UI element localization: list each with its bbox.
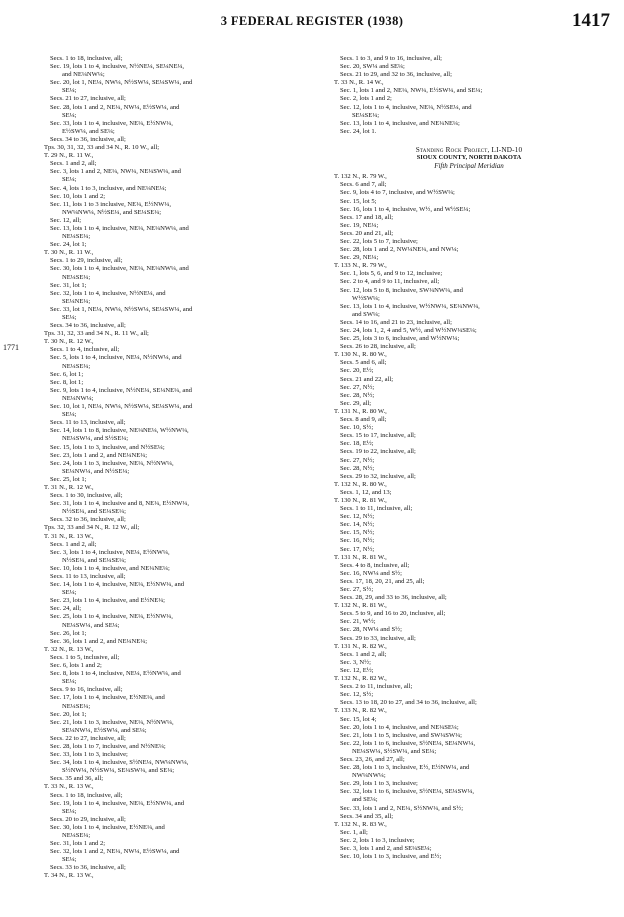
page-header (0, 10, 624, 38)
running-title: 3 FEDERAL REGISTER (1938) (220, 14, 404, 28)
description-line: Sec. 24, lots 1 to 3, inclusive, NE¼, N½NW¼, (50, 459, 174, 467)
description-line: Sec. 12, all; (50, 216, 82, 224)
description-line: Sec. 19, lots 1 to 4, inclusive, N½NE¼, SE¼NE¼, (50, 63, 185, 71)
description-line: Secs. 35 and 36, all; (50, 775, 104, 783)
description-line: NE¼SE¼; (62, 832, 91, 839)
description-line: Sec. 2, lots 1 and 2; (340, 95, 392, 103)
description-line: and SW¼; (352, 310, 380, 318)
description-line: SE¼NE¼; (62, 297, 91, 305)
description-line: Sec. 8, lot 1; (50, 378, 84, 386)
township-heading: T. 33 N., R. 14 W., (334, 79, 384, 87)
description-line: Sec. 27, N½; (340, 456, 375, 464)
description-line: Sec. 16, lots 1 to 4, inclusive, W½, and W½SE¼; (340, 205, 471, 213)
description-line: Secs. 34 to 36, inclusive, all; (50, 135, 126, 143)
township-heading: T. 131 N., R. 81 W., (334, 553, 387, 561)
description-line: Sec. 20, E½; (340, 367, 374, 375)
description-line: Sec. 24, lots 1, 2, 4 and 5, W½, and W½NW¼SE¼; (340, 327, 477, 334)
description-line: Secs. 1 to 3, and 9 to 16, inclusive, all; (340, 55, 443, 62)
description-line: Sec. 10, lots 1 to 4, inclusive, and NE¼NE¼; (50, 564, 170, 572)
township-heading: T. 31 N., R. 13 W., (44, 532, 94, 540)
description-line: Secs. 1 and 2, all; (50, 540, 97, 548)
description-line: SE¼; (62, 856, 77, 864)
description-line: Secs. 11 to 13, inclusive, all; (50, 419, 126, 427)
description-line: Secs. 1 to 4, inclusive, all; (50, 346, 120, 354)
description-line: Sec. 1, all; (340, 828, 368, 836)
township-heading: T. 132 N., R. 83 W., (334, 820, 387, 828)
township-heading: T. 133 N., R. 79 W., (334, 262, 387, 270)
description-line: Sec. 21, lots 1 to 5, inclusive, and SW¼SW¼; (340, 731, 462, 739)
description-line: Sec. 28, N½; (340, 464, 375, 472)
description-line: SE¼; (62, 176, 77, 184)
description-line: Sec. 13, lots 1 to 4, inclusive, NE¼, NE¼NW¼, and (50, 224, 189, 232)
description-line: Sec. 20, lot 1, NE¼, NW¼, N½SW¼, SE¼SW¼, and (50, 79, 193, 87)
description-line: NE¼SE¼; (62, 273, 91, 281)
description-line: SE¼NW¼, E½SW¼, and SE¼; (62, 726, 147, 734)
description-line: NW¼NW¼; (352, 772, 386, 780)
description-line: Sec. 11, lots 1 to 3 inclusive, NE¼, E½NW¼, (50, 200, 171, 208)
description-line: Sec. 33, lots 1 and 2, NE¼, S½NW¼, and S½; (340, 804, 464, 812)
description-line: NE¼SW¼, and SE¼; (62, 621, 120, 629)
township-heading: T. 132 N., R. 79 W., (334, 173, 387, 181)
description-line: Sec. 10, lots 1 to 3, inclusive, and E½; (340, 853, 442, 861)
description-line: E½SW¼, and SE¼; (62, 127, 115, 135)
description-line: Sec. 19, NE¼; (340, 221, 379, 229)
description-line: Secs. 17 and 18, all; (340, 213, 394, 221)
description-line: Sec. 34, lots 1 to 4, inclusive, S½NE¼, NW¼NW¼, (50, 759, 189, 767)
description-line: Secs. 1 to 5, inclusive, all; (50, 653, 120, 661)
description-line: Sec. 9, lots 4 to 7, inclusive, and W½SW¼; (340, 189, 455, 197)
description-line: Sec. 12, S½; (340, 691, 374, 699)
township-heading: T. 131 N., R. 82 W., (334, 642, 387, 650)
county-heading: SIOUX COUNTY, NORTH DAKOTA (416, 154, 522, 162)
description-line: Sec. 24, lot 1; (50, 241, 87, 249)
description-line: Secs. 17, 18, 20, 21, and 25, all; (340, 577, 425, 585)
description-line: Sec. 26, lot 1; (50, 629, 87, 637)
description-line: Sec. 30, lots 1 to 4, inclusive, NE¼, NE¼NW¼, and (50, 265, 189, 273)
township-heading: Tps. 30, 31, 32, 33 and 34 N., R. 10 W., all; (44, 144, 160, 152)
description-line: Secs. 1 to 18, inclusive, all; (50, 791, 123, 799)
description-line: Secs. 4 to 8, inclusive, all; (340, 561, 410, 569)
description-line: Sec. 25, lot 1; (50, 475, 87, 483)
description-line: Secs. 5 and 6, all; (340, 359, 387, 367)
township-heading: T. 30 N., R. 11 W., (44, 249, 94, 257)
description-line: SE¼; (62, 111, 77, 119)
township-heading: T. 34 N., R. 13 W., (44, 872, 94, 880)
description-line: S½NW¼, N½SW¼, SE¼SW¼, and SE¼; (62, 767, 175, 775)
description-line: Sec. 3, lots 1 and 2, NE¼, NW¼, NE¼SW¼, and (50, 168, 181, 176)
description-line: Sec. 29, lots 1 to 3, inclusive; (340, 780, 418, 788)
description-line: Sec. 23, lots 1 to 4, inclusive, and E½NE¼; (50, 597, 166, 605)
township-heading: T. 29 N., R. 11 W., (44, 152, 94, 160)
description-line: N½SE¼, and SE¼SE¼; (62, 556, 126, 564)
description-line: Sec. 32, lots 1 to 6, inclusive, S½NE¼, SE¼SW¼, (340, 788, 475, 796)
description-line: SE¼; (62, 411, 77, 419)
description-line: Sec. 12, lots 5 to 8, inclusive, SW¼NW¼, and (340, 286, 463, 294)
description-line: Sec. 2 to 4, and 9 to 11, inclusive, all; (340, 278, 440, 286)
description-line: Sec. 36, lots 1 and 2, and NE¼NE¼; (50, 637, 148, 645)
description-line: Secs. 11 to 13, inclusive, all; (50, 573, 126, 580)
description-line: Sec. 29, NE¼; (340, 254, 379, 262)
description-line: Sec. 29, all; (340, 399, 372, 407)
description-line: Sec. 10, lot 1, NE¼, NW¼, N½SW¼, SE¼SW¼, and (50, 403, 193, 411)
description-line: Sec. 27, S½; (340, 586, 374, 593)
description-line: SE¼; (62, 314, 77, 321)
meridian-heading: Fifth Principal Meridian (434, 162, 504, 171)
description-line: Secs. 2 to 11, inclusive, all; (340, 683, 413, 691)
right-column-listing (334, 173, 604, 861)
left-column (44, 55, 310, 881)
township-heading: Tps. 31, 32, 33 and 34 N., R. 11 W., all; (44, 330, 149, 338)
description-line: Secs. 1 to 11, inclusive, all; (340, 505, 413, 513)
description-line: Secs. 1 to 30, inclusive, all; (50, 492, 123, 500)
description-line: Sec. 27, N½; (340, 383, 375, 391)
description-line: Sec. 5, lots 1 to 4, inclusive, NE¼, N½NW¼, and (50, 354, 182, 362)
description-line: Sec. 28, lots 1 and 2, NW¼NE¼, and NW¼; (340, 246, 459, 254)
description-line: NE¼NW¼; (62, 394, 94, 402)
description-line: Sec. 22, lots 5 to 7, inclusive; (340, 237, 418, 245)
description-line: Secs. 26 to 28, inclusive, all; (340, 343, 416, 351)
description-line: Sec. 16, NW¼ and S½; (340, 569, 402, 577)
margin-note: 1771 (3, 343, 19, 352)
description-line: Sec. 3, lots 1 to 4, inclusive, NE¼, E½NW¼, (50, 548, 170, 556)
description-line: N½SE¼, and SE¼SE¼; (62, 508, 126, 516)
page-number: 1417 (572, 10, 610, 31)
description-line: Sec. 20, lot 1; (50, 710, 87, 718)
description-line: Sec. 15, N½; (340, 529, 375, 537)
description-line: and NE¼NW¼; (62, 71, 105, 79)
description-line: Sec. 33, lots 1 to 3, inclusive; (50, 751, 128, 759)
description-line: Secs. 8 and 9, all; (340, 416, 387, 424)
description-line: Sec. 24, all; (50, 605, 82, 613)
description-line: Sec. 32, lots 1 to 4, inclusive, N½NE¼, and (50, 289, 166, 297)
description-line: Secs. 20 to 29, inclusive, all; (50, 815, 126, 823)
township-heading: Tps. 32, 33 and 34 N., R. 12 W., all; (44, 524, 140, 532)
description-line: and SE¼; (352, 796, 378, 804)
description-line: Sec. 16, N½; (340, 537, 375, 545)
description-line: SE¼; (62, 589, 77, 597)
description-line: Sec. 25, lots 3 to 6, inclusive, and W½NW¼; (340, 335, 460, 343)
township-heading: T. 133 N., R. 82 W., (334, 707, 387, 715)
description-line: Sec. 28, lots 1 and 2, NE¼, NW¼, E½SW¼, and (50, 103, 180, 111)
description-line: Secs. 22 to 27, inclusive, all; (50, 734, 126, 742)
description-line: Secs. 1 and 2, all; (50, 160, 97, 168)
description-line: Secs. 9 to 16, inclusive, all; (50, 686, 123, 694)
description-line: Sec. 3, lots 1 and 2, and SE¼SE¼; (340, 845, 432, 852)
description-line: Sec. 12, E½; (340, 666, 374, 674)
description-line: Sec. 6, lot 1; (50, 370, 84, 378)
description-line: Secs. 14 to 16, and 21 to 23, inclusive, all; (340, 318, 452, 326)
description-line: Sec. 21, lots 1 to 3, inclusive, NE¼, N½NW¼, (50, 718, 174, 726)
township-heading: T. 31 N., R. 12 W., (44, 483, 94, 491)
township-heading: T. 132 N., R. 82 W., (334, 675, 387, 683)
description-line: Sec. 9, lots 1 to 4, inclusive, N½NE¼, SE¼NE¼, and (50, 386, 192, 394)
description-line: Secs. 21 to 29, and 32 to 36, inclusive, all; (340, 71, 452, 79)
description-line: Secs. 1 to 29, inclusive, all; (50, 257, 123, 265)
description-line: Secs. 1 and 2, all; (340, 650, 387, 658)
description-line: Sec. 18, E½; (340, 440, 374, 448)
description-line: Secs. 13 to 18, 20 to 27, and 34 to 36, inclusive, all; (340, 699, 477, 707)
description-line: Sec. 3, N½; (340, 658, 371, 666)
description-line: Sec. 25, lots 1 to 4, inclusive, NE¼, E½NW¼, (50, 613, 173, 621)
description-line: Sec. 15, lot 4; (340, 715, 377, 723)
description-line: Secs. 34 and 35, all; (340, 812, 394, 820)
description-line: Sec. 15, lots 1 to 3, inclusive, and N½SE¼; (50, 443, 165, 451)
description-line: Secs. 20 and 21, all; (340, 229, 394, 237)
description-line: NE¼SE¼; (62, 362, 91, 370)
township-heading: T. 30 N., R. 12 W., (44, 338, 94, 346)
description-line: Sec. 32, lots 1 and 2, NE¼, NW¼, E½SW¼, and (50, 848, 180, 856)
description-line: NE¼SW¼, S½SW¼, and SE¼; (352, 747, 437, 755)
township-heading: T. 130 N., R. 81 W., (334, 496, 387, 504)
description-line: Sec. 17, N½; (340, 545, 375, 553)
description-line: Secs. 1, 12, and 13; (340, 488, 392, 496)
description-line: Sec. 14, N½; (340, 521, 375, 529)
description-line: SE¼; (62, 87, 77, 95)
project-heading: Standing Rock Project, LI-ND-10 (415, 145, 523, 154)
description-line: W½SW¼; (352, 294, 380, 302)
description-line: Secs. 29 to 33, inclusive, all; (340, 634, 416, 642)
description-line: Secs. 19 to 22, inclusive, all; (340, 448, 416, 456)
description-line: Sec. 1, lots 5, 6, and 9 to 12, inclusive; (340, 270, 443, 278)
description-line: Secs. 15 to 17, inclusive, all; (340, 432, 416, 440)
description-line: Sec. 12, N½; (340, 513, 375, 521)
description-line: Secs. 21 to 27, inclusive, all; (50, 95, 126, 103)
description-line: Sec. 15, lot 5; (340, 197, 377, 205)
description-line: Secs. 1 to 18, inclusive, all; (50, 55, 123, 62)
description-line: Sec. 10, lots 1 and 2; (50, 192, 106, 200)
description-line: Sec. 20, lots 1 to 4, inclusive, and NE¼SE¼; (340, 723, 459, 731)
description-line: SE¼SE¼; (352, 111, 380, 119)
description-line: SE¼; (62, 807, 77, 815)
description-line: Sec. 12, lots 1 to 4, inclusive, NE¼, N½SE¼, and (340, 103, 472, 111)
description-line: SE¼NW¼, and N½SE¼; (62, 467, 130, 475)
description-line: Secs. 23, 26, and 27, all; (340, 755, 405, 763)
description-line: Sec. 28, lots 1 to 3, inclusive, E½, E½NW¼, and (340, 764, 470, 772)
description-line: Secs. 5 to 9, and 16 to 20, inclusive, all; (340, 610, 446, 618)
description-line: Sec. 20, SW¼ and SE¼; (340, 63, 405, 71)
description-line: Sec. 13, lots 1 to 4, inclusive, W½NW¼, SE¼NW¼, (340, 302, 480, 310)
description-line: NW¼NW¼, N½SE¼, and SE¼SE¼; (62, 208, 162, 216)
description-line: Sec. 19, lots 1 to 4, inclusive, NE¼, E½NW¼, and (50, 799, 185, 807)
township-heading: T. 132 N., R. 81 W., (334, 602, 387, 610)
description-line: Sec. 31, lot 1; (50, 281, 87, 289)
description-line: Sec. 2, lots 1 to 3, inclusive; (340, 836, 415, 844)
description-line: Sec. 14, lots 1 to 8, inclusive, NE¼NE¼, W½NW¼, (50, 427, 189, 435)
description-line: Sec. 8, lots 1 to 4, inclusive, NE¼, E½NW¼, and (50, 670, 181, 678)
description-line: Secs. 21 and 22, all; (340, 375, 394, 383)
description-line: Secs. 33 to 36, inclusive, all; (50, 864, 126, 872)
description-line: Sec. 30, lots 1 to 4, inclusive, E½NE¼, and (50, 823, 165, 831)
description-line: Sec. 1, lots 1 and 2, NE¼, NW¼, E½SW¼, and SE¼; (340, 87, 483, 95)
description-line: SE¼; (62, 678, 77, 686)
description-line: Sec. 6, lots 1 and 2; (50, 662, 102, 670)
description-line: Sec. 28, NW¼ and S½; (340, 626, 402, 634)
township-heading: T. 32 N., R. 13 W., (44, 645, 94, 653)
right-column (334, 55, 604, 861)
description-line: Secs. 28, 29, and 33 to 36, inclusive, all; (340, 594, 447, 602)
township-heading: T. 33 N., R. 13 W., (44, 783, 94, 791)
description-line: Sec. 22, lots 1 to 6, inclusive, S½NE¼, SE¼NW¼, (340, 739, 476, 747)
description-line: Sec. 13, lots 1 to 4, inclusive, and NE¼NE¼; (340, 119, 460, 127)
township-heading: T. 132 N., R. 80 W., (334, 480, 387, 488)
description-line: Secs. 34 to 36, inclusive, all; (50, 322, 126, 330)
description-line: Sec. 21, W½; (340, 618, 376, 626)
description-line: NE¼SE¼; (62, 702, 91, 710)
description-line: Sec. 24, lot 1. (340, 127, 377, 135)
description-line: Sec. 31, lots 1 to 4, inclusive and 8, NE¼, E½NW¼, (50, 500, 189, 508)
description-line: Sec. 31, lots 1 and 2; (50, 840, 106, 848)
description-line: Sec. 10, S½; (340, 424, 374, 432)
description-line: NE¼SW¼, and S½SE¼; (62, 435, 129, 443)
description-line: Sec. 4, lots 1 to 3, inclusive, and NE¼NE¼; (50, 184, 167, 192)
description-line: Sec. 33, lots 1 to 4, inclusive, NE¼, E½NW¼, (50, 119, 173, 127)
description-line: Secs. 29 to 32, inclusive, all; (340, 472, 416, 480)
description-line: Secs. 6 and 7, all; (340, 181, 387, 189)
description-line: Sec. 28, N½; (340, 391, 375, 399)
township-heading: T. 131 N., R. 80 W., (334, 407, 387, 415)
description-line: Sec. 23, lots 1 and 2, and NE¼NE¼; (50, 451, 148, 459)
description-line: NE¼SE¼; (62, 233, 91, 241)
description-line: Sec. 28, lots 1 to 7, inclusive, and N½NE¼; (50, 742, 166, 750)
description-line: Sec. 33, lot 1, NE¼, NW¼, N½SW¼, SE¼SW¼, and (50, 305, 193, 313)
township-heading: T. 130 N., R. 80 W., (334, 351, 387, 359)
right-column-continuation (334, 55, 604, 136)
description-line: Secs. 32 to 36, inclusive, all; (50, 516, 126, 524)
description-line: Sec. 14, lots 1 to 4, inclusive, NE¼, E½NW¼, and (50, 581, 185, 589)
description-line: Sec. 17, lots 1 to 4, inclusive, E½NE¼, and (50, 694, 165, 702)
